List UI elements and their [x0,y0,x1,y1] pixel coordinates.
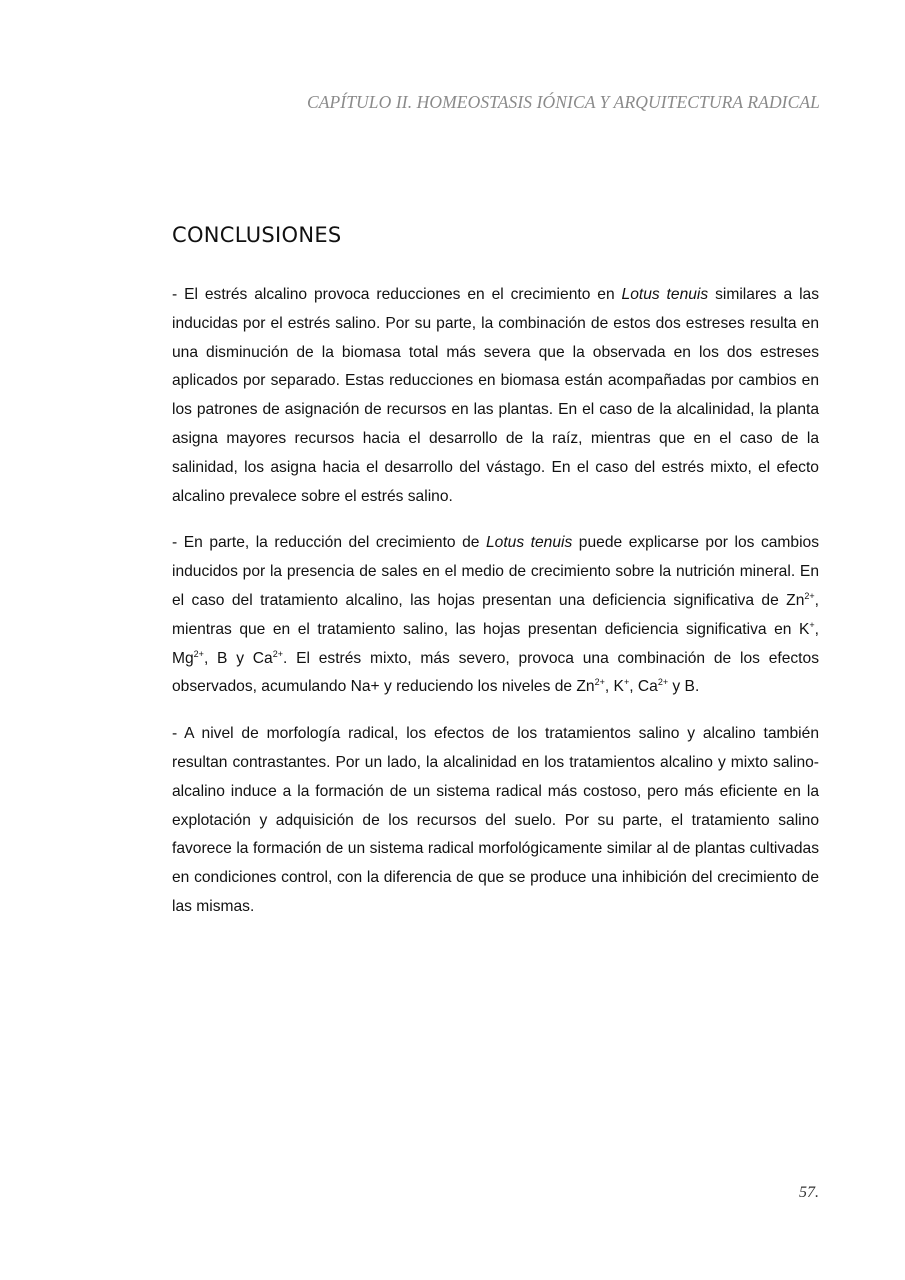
text: , K [604,678,624,696]
text: , Ca [629,678,658,696]
superscript: 2+ [804,590,815,601]
species-name: Lotus tenuis [485,534,573,552]
superscript: 2+ [272,648,283,659]
species-name: Lotus tenuis [621,286,709,303]
conclusions-body [172,281,819,940]
text: , B y Ca [203,649,273,667]
paragraph-1 [172,281,819,511]
paragraph-3: - A nivel de morfología radical, los efectos de los tratamientos salino y alcalino también resultan contrastantes. Por un lado, la alcalinidad en los tratamientos alcalino y mixto salino-alcalino induce a la formación de un sistema radical más costoso, pero más eficiente en la explotación y adquisición de los recursos del suelo. Por su parte, el tratamiento salino favorece la formación de un sistema radical morfológicamente similar al de plantas cultivadas en condiciones control, con la diferencia de que se produce una inhibición del crecimiento de las mismas. [172,725,819,915]
text: - El estrés alcalino provoca reducciones en el crecimiento en [172,286,622,303]
text: . El estrés mixto, más severo, provoca una combinación de los efectos observados, acumulando Na+ y reduciendo los niveles de Zn [172,649,819,696]
text: , Mg [172,620,819,667]
text: - En parte, la reducción del crecimiento de [172,534,486,552]
superscript: 2+ [193,648,204,659]
page-number: 57. [799,1184,819,1201]
running-header: CAPÍTULO II. HOMEOSTASIS IÓNICA Y ARQUITECTURA RADICAL [306,92,820,112]
section-heading: CONCLUSIONES [172,223,342,247]
superscript: + [809,619,815,630]
superscript: + [623,677,630,688]
superscript: 2+ [594,677,605,688]
text: y B. [668,678,700,696]
text: puede explicarse por los cambios inducidos por la presencia de sales en el medio de crecimiento sobre la nutrición mineral. En el caso del tratamiento alcalino, las hojas presentan una deficiencia significativa de Zn [172,534,820,609]
superscript: 2+ [657,677,669,688]
paragraph-2 [172,529,819,702]
text: similares a las inducidas por el estrés salino. Por su parte, la combinación de estos dos estreses resulta en una disminución de la biomasa total más severa que la observada en los dos estreses aplicados por separado. Estas reducciones en biomasa están acompañadas por cambios en los patrones de asignación de recursos en las plantas. En el caso de la alcalinidad, la planta asigna mayores recursos hacia el desarrollo de la raíz, mientras que en el caso de la salinidad, los asigna hacia el desarrollo del vástago. En el caso del estrés mixto, el efecto alcalino prevalece sobre el estrés salino. [172,286,820,505]
text: , mientras que en el tratamiento salino, las hojas presentan deficiencia significativa en K [172,591,819,638]
